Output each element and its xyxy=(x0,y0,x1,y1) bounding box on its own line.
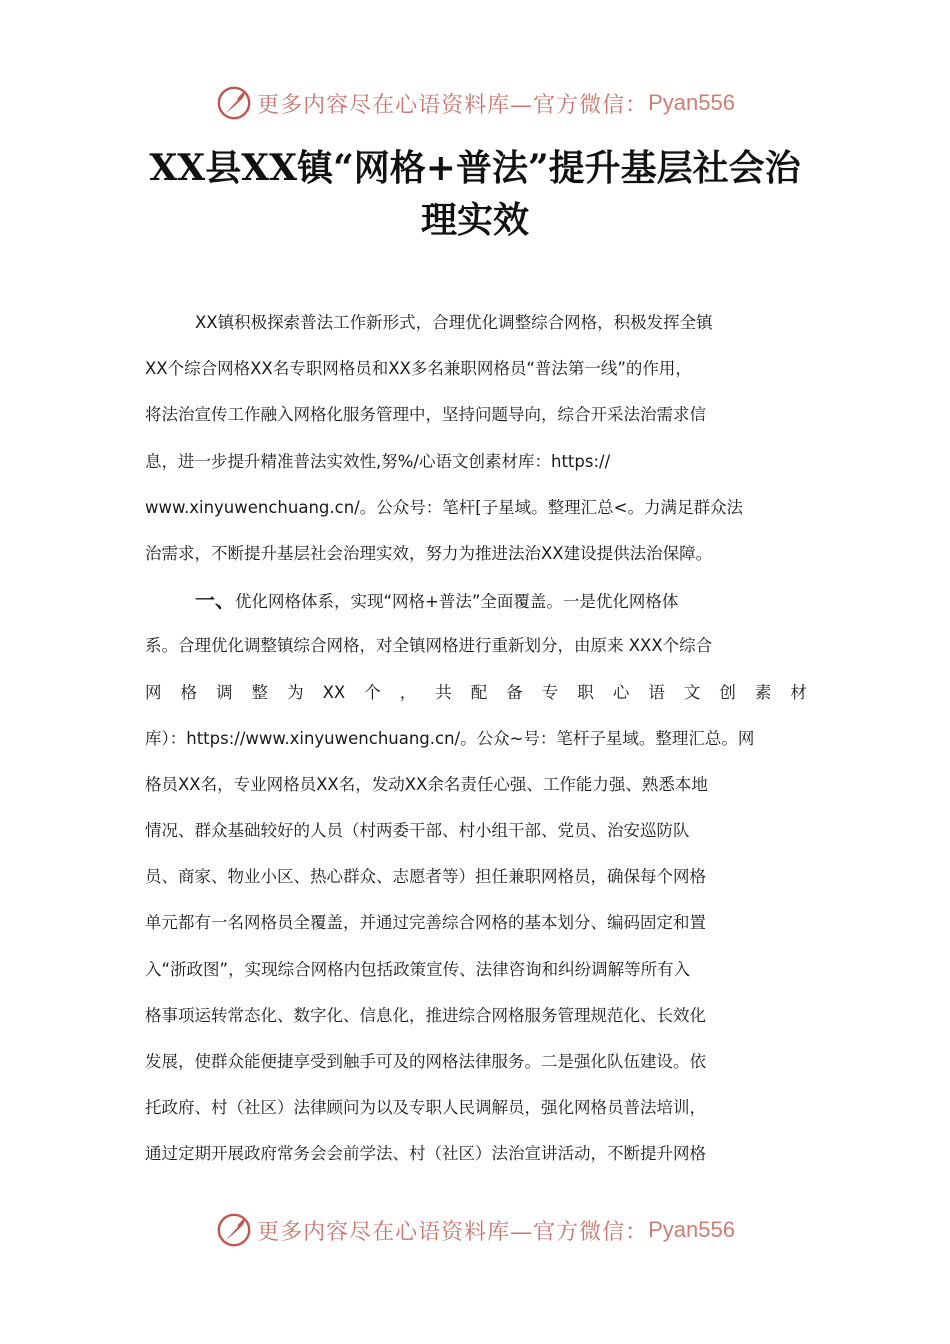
banner-wechat-id: Pyan556 xyxy=(648,90,735,115)
body-line: XX个综合网格XX名专职网格员和XX多名兼职网格员“普法第一线”的作用， xyxy=(145,359,692,379)
body-line: 发展，使群众能便捷享受到触手可及的网格法律服务。二是强化队伍建设。依 xyxy=(145,1052,706,1071)
document-body xyxy=(145,300,807,1178)
quill-logo-icon xyxy=(215,84,253,122)
spaced-word: 素 xyxy=(754,682,772,702)
spaced-word: 备 xyxy=(506,682,523,702)
header-banner xyxy=(0,83,950,123)
body-line: XX镇积极探索普法工作新形式，合理优化调整综合网格，积极发挥全镇 xyxy=(195,313,713,332)
body-line: 入“浙政图”，实现综合网格内包括政策宣传、法律咨询和纠纷调解等所有入 xyxy=(145,959,691,979)
spaced-word: 文 xyxy=(683,682,701,702)
body-line: 息，进一步提升精准普法实效性,努%/心语文创素材库：https:// xyxy=(145,451,611,471)
footer-banner xyxy=(0,1210,950,1250)
section-text: 优化网格体系，实现“网格+普法”全面覆盖。一是优化网格体 xyxy=(235,592,679,612)
spaced-word: 配 xyxy=(470,682,488,702)
spaced-word: 材 xyxy=(790,682,807,702)
body-line-spaced xyxy=(145,670,807,716)
spaced-word: 创 xyxy=(719,682,736,702)
spaced-word: 整 xyxy=(251,682,269,702)
body-line: 单元都有一名网格员全覆盖，并通过完善综合网格的基本划分、编码固定和置 xyxy=(145,913,706,933)
title-line-2: 理实效 xyxy=(420,199,529,241)
spaced-word: 语 xyxy=(648,682,665,702)
body-line: 将法治宣传工作融入网格化服务管理中，坚持问题导向，综合开采法治需求信 xyxy=(145,405,706,425)
body-line: 托政府、村（社区）法律顾问为以及专职人民调解员，强化网格员普法培训， xyxy=(145,1098,706,1118)
body-line: 库）：https://www.xinyuwenchuang.cn/。公众~号：笔杆子星域。整理汇总。网 xyxy=(145,728,755,748)
spaced-word: 网 xyxy=(145,682,162,702)
body-line: 系。合理优化调整镇综合网格，对全镇网格进行重新划分，由原来 XXX个综合 xyxy=(145,636,713,656)
spaced-word: 职 xyxy=(577,682,594,702)
spaced-word: 共 xyxy=(435,682,452,702)
spaced-word: ， xyxy=(399,682,417,702)
body-line: 情况、群众基础较好的人员（村两委干部、村小组干部、党员、治安巡防队 xyxy=(145,821,690,841)
spaced-word: 为 xyxy=(287,682,304,702)
body-line: 通过定期开展政府常务会会前学法、村（社区）法治宣讲活动，不断提升网格 xyxy=(145,1144,706,1164)
document-title xyxy=(120,142,830,246)
spaced-word: 格 xyxy=(180,682,198,702)
spaced-word: 心 xyxy=(612,682,630,702)
banner-text: 更多内容尽在心语资料库—官方微信： xyxy=(257,92,649,118)
body-line: www.xinyuwenchuang.cn/。公众号：笔杆[子星域。整理汇总<。力满足群众法 xyxy=(145,497,743,517)
spaced-word: 专 xyxy=(541,682,559,702)
spaced-word: 调 xyxy=(216,682,233,702)
body-line: 格员XX名，专业网格员XX名，发动XX余名责任心强、工作能力强、熟悉本地 xyxy=(145,774,708,794)
banner-text: 更多内容尽在心语资料库—官方微信： xyxy=(257,1219,649,1245)
body-line: 治需求，不断提升基层社会治理实效，努力为推进法治XX建设提供法治保障。 xyxy=(145,543,713,563)
section-heading-line xyxy=(145,577,807,623)
title-line-1: XX县XX镇“网格+普法”提升基层社会治 xyxy=(149,147,801,189)
section-number: 一、 xyxy=(195,588,235,613)
quill-logo-icon xyxy=(215,1211,253,1249)
spaced-word: 个 xyxy=(364,682,381,702)
body-line: 格事项运转常态化、数字化、信息化，推进综合网格服务管理规范化、长效化 xyxy=(145,1005,706,1025)
spaced-word: XX xyxy=(322,682,346,702)
banner-wechat-id: Pyan556 xyxy=(648,1217,735,1242)
body-line: 员、商家、物业小区、热心群众、志愿者等）担任兼职网格员，确保每个网格 xyxy=(145,867,706,887)
